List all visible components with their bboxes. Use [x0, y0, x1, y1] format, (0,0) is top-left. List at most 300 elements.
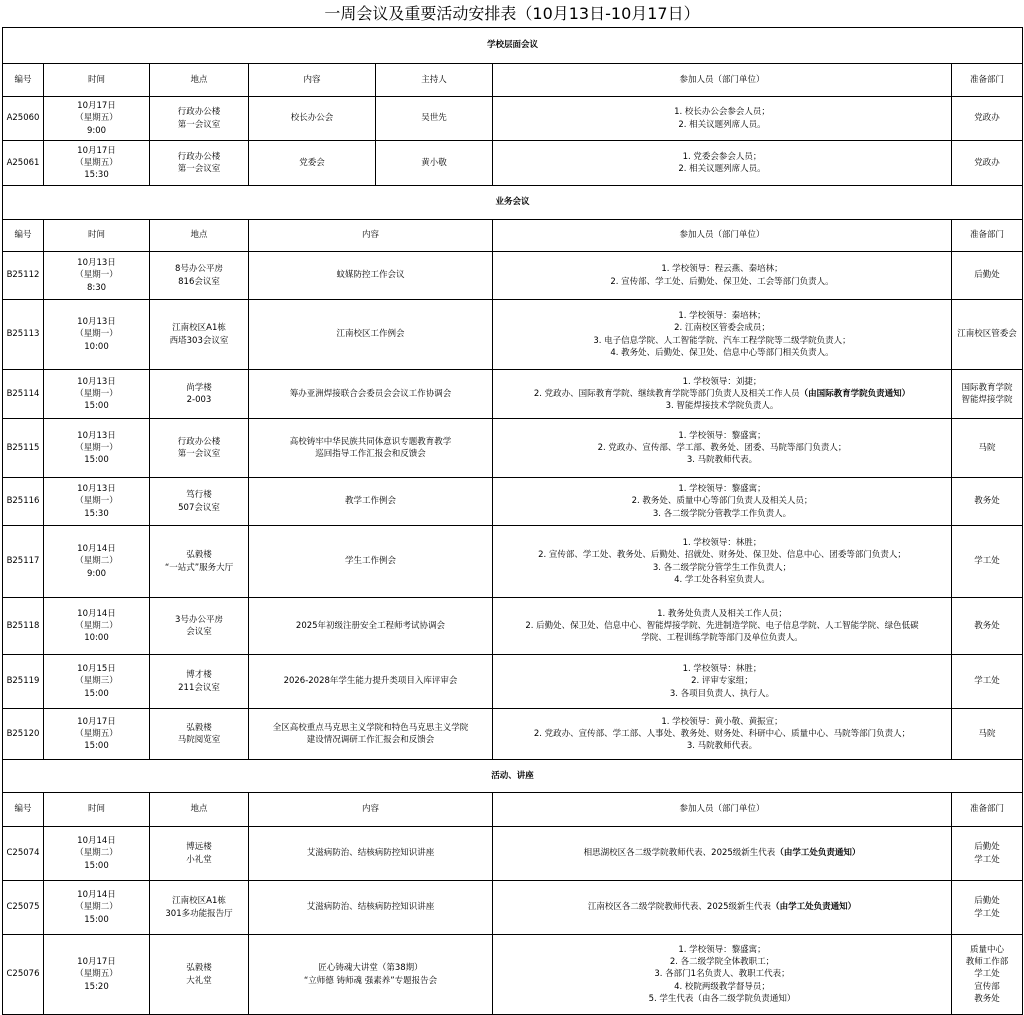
participant-text: 江南校区各二级学院教师代表、2025级新生代表: [587, 902, 772, 913]
participant-line: [495, 106, 949, 118]
meeting-time-line: 15:00: [84, 741, 109, 752]
participant-line: [495, 508, 949, 520]
meeting-id: A25061: [3, 141, 44, 186]
meeting-content-line: 教学工作例会: [344, 496, 396, 507]
participant-line: [495, 151, 949, 163]
table-row: [3, 598, 1023, 655]
participant-text: 4. 学工处各科室负责人。: [674, 574, 770, 585]
meeting-participants: [493, 935, 952, 1015]
meeting-host: 吴世先: [376, 97, 493, 141]
participant-text: 2. 相关议题列席人员。: [678, 119, 766, 130]
meeting-place-line: 江南校区A1栋: [172, 323, 226, 334]
meeting-place-line: 马院阅览室: [177, 735, 221, 745]
participant-line: [495, 608, 949, 620]
meeting-time-line: 10月14日: [77, 608, 116, 619]
table-row: [3, 478, 1023, 526]
meeting-time: [44, 827, 150, 881]
meeting-time-line: 10月14日: [77, 836, 116, 847]
meeting-time-line: 15:00: [84, 455, 109, 466]
participant-text: 2. 教务处、质量中心等部门负责人及相关人员；: [631, 496, 813, 507]
meeting-time-line: 10月13日: [77, 317, 116, 328]
meeting-participants: [493, 709, 952, 760]
participant-line: [495, 620, 949, 632]
prep-department: [952, 419, 1023, 478]
section-title-row: [3, 186, 1023, 220]
meeting-time-line: 10:00: [84, 341, 109, 352]
meeting-time-line: 10月13日: [77, 484, 116, 495]
table-row: [3, 709, 1023, 760]
prep-department-line: 后勤处: [974, 896, 1000, 907]
section-title: 业务会议: [3, 186, 1023, 220]
participant-text: 2. 相关议题列席人员。: [678, 164, 766, 174]
meeting-place-line: 行政办公楼: [177, 436, 221, 447]
participant-note: （由学工处负责通知）: [775, 848, 861, 859]
participant-line: [495, 688, 949, 700]
meeting-content: [249, 300, 493, 370]
prep-department-line: 后勤处: [974, 842, 1000, 853]
meeting-place: [150, 827, 249, 881]
meeting-place-line: “一站式”服务大厅: [164, 562, 234, 573]
column-header: 编号: [3, 64, 44, 97]
meeting-place-line: 2-003: [186, 395, 212, 405]
column-header: 地点: [150, 793, 249, 827]
meeting-time-line: 10月14日: [77, 890, 116, 901]
meeting-participants: [493, 655, 952, 709]
section-title-row: [3, 28, 1023, 64]
meeting-participants: [493, 252, 952, 300]
column-header: 参加人员（部门单位）: [493, 793, 952, 827]
meeting-time-line: （星期五）: [75, 728, 118, 739]
participant-line: [495, 454, 949, 466]
participant-text: 1. 学校领导：黄小敬、黄振宣；: [661, 716, 783, 727]
prep-department-line: 学工处: [974, 556, 1000, 567]
column-header: 时间: [44, 220, 150, 252]
participant-line: [495, 335, 949, 347]
meeting-content-line: 2025年初级注册安全工程师考试协调会: [295, 620, 446, 631]
participant-line: [495, 322, 949, 334]
meeting-time-line: 15:00: [84, 401, 109, 412]
meeting-content-line: 匠心铸魂大讲堂（第38期）: [318, 963, 423, 974]
meeting-place: [150, 478, 249, 526]
meeting-participants: [493, 881, 952, 935]
meeting-time-line: （星期一）: [75, 442, 118, 453]
column-header: 参加人员（部门单位）: [493, 64, 952, 97]
participant-line: [495, 495, 949, 507]
prep-department-line: 质量中心: [970, 944, 1005, 955]
meeting-time: [44, 141, 150, 186]
participant-text: 4. 校院两级教学督导员；: [674, 981, 770, 992]
table-row: [3, 655, 1023, 709]
meeting-time: [44, 655, 150, 709]
participant-text: 1. 学校领导：林胜；: [682, 664, 762, 675]
meeting-place-line: 816会议室: [178, 276, 220, 287]
participant-line: [495, 716, 949, 728]
participant-text: 1. 学校领导：黎盛寓；: [678, 944, 766, 955]
meeting-content: [249, 97, 376, 141]
participant-line: [495, 663, 949, 675]
table-row: [3, 141, 1023, 186]
prep-department: [952, 709, 1023, 760]
page-title: 一周会议及重要活动安排表（10月13日-10月17日）: [324, 4, 700, 23]
prep-department-line: 宣传部: [974, 981, 1000, 992]
column-header: 地点: [150, 220, 249, 252]
meeting-time: [44, 709, 150, 760]
meeting-content-line: 高校铸牢中华民族共同体意识专题教育教学: [289, 436, 452, 447]
table-row: [3, 252, 1023, 300]
participant-text: 3. 各部门1名负责人、教职工代表；: [654, 969, 790, 980]
meeting-time-line: 15:00: [84, 914, 109, 925]
participant-line: [495, 310, 949, 322]
prep-department-line: 江南校区管委会: [957, 329, 1017, 340]
meeting-id: B25117: [3, 526, 44, 598]
table-row: [3, 419, 1023, 478]
meeting-participants: [493, 478, 952, 526]
participant-text: 2. 党政办、宣传部、学工部、人事处、教务处、财务处、科研中心、质量中心、马院等部门负责人；: [533, 728, 911, 739]
prep-department-line: 学工处: [974, 676, 1000, 687]
column-header: 主持人: [376, 64, 493, 97]
meeting-time-line: 15:30: [84, 508, 109, 519]
meeting-time-line: 10月13日: [77, 376, 116, 387]
participant-line: [495, 574, 949, 586]
meeting-content: [249, 526, 493, 598]
meeting-place-line: 江南校区A1栋: [172, 896, 226, 907]
meeting-participants: [493, 300, 952, 370]
participant-line: [495, 388, 949, 400]
table-row: [3, 526, 1023, 598]
meeting-time-line: （星期一）: [75, 329, 118, 340]
prep-department: [952, 827, 1023, 881]
meeting-place: [150, 97, 249, 141]
participant-line: [495, 728, 949, 740]
meeting-content: [249, 478, 493, 526]
meeting-participants: [493, 370, 952, 419]
prep-department: [952, 526, 1023, 598]
participant-text: 3. 马院教师代表。: [686, 741, 758, 752]
participant-line: [495, 549, 949, 561]
meeting-id: B25114: [3, 370, 44, 419]
meeting-time-line: 10月14日: [77, 544, 116, 555]
participant-text: 2. 党政办、宣传部、学工部、教务处、团委、马院等部门负责人；: [597, 442, 847, 453]
meeting-time: [44, 300, 150, 370]
participant-text: 2. 宣传部、学工处、后勤处、保卫处、工会等部门负责人。: [610, 276, 834, 287]
meeting-place-line: 3号办公平房: [175, 614, 223, 625]
prep-department: [952, 141, 1023, 186]
participant-line: [495, 562, 949, 574]
meeting-place: [150, 881, 249, 935]
column-header-row: [3, 220, 1023, 252]
participant-text: 2. 宣传部、学工处、教务处、后勤处、招就处、财务处、保卫处、信息中心、团委等部门负责人；: [538, 550, 906, 561]
meeting-participants: [493, 141, 952, 186]
participant-line: [495, 537, 949, 549]
table-row: [3, 97, 1023, 141]
column-header: 编号: [3, 220, 44, 252]
meeting-content: [249, 598, 493, 655]
participant-text: 1. 学校领导：林胜；: [682, 538, 762, 549]
column-header: 编号: [3, 793, 44, 827]
table-row: [3, 881, 1023, 935]
meeting-content-line: 建设情况调研工作汇报会和反馈会: [306, 735, 435, 745]
participant-line: [495, 993, 949, 1005]
participant-text: 1. 学校领导：秦培林；: [678, 311, 766, 322]
participant-text: 2. 江南校区管委会成员；: [674, 323, 770, 334]
meeting-time-line: （星期二）: [75, 902, 118, 913]
meeting-place-line: 第一会议室: [177, 449, 221, 459]
meeting-content: [249, 709, 493, 760]
meeting-content-line: 蚊媒防控工作会议: [336, 270, 405, 281]
participant-line: [495, 263, 949, 275]
meeting-time-line: 10月17日: [77, 716, 116, 727]
meeting-participants: [493, 419, 952, 478]
meeting-participants: [493, 97, 952, 141]
participant-line: [495, 740, 949, 752]
participant-line: [495, 944, 949, 956]
meeting-time-line: 15:30: [84, 170, 109, 181]
meeting-time-line: 15:00: [84, 688, 109, 699]
meeting-id: C25076: [3, 935, 44, 1015]
meeting-content-line: 校长办公会: [290, 113, 334, 124]
prep-department: [952, 252, 1023, 300]
participant-line: [495, 981, 949, 993]
prep-department-line: 党政办: [974, 113, 1000, 124]
meeting-time: [44, 598, 150, 655]
participant-text: 3. 电子信息学院、人工智能学院、汽车工程学院等二级学院负责人；: [593, 335, 851, 346]
column-header: 内容: [249, 793, 493, 827]
meeting-time-line: 9:00: [86, 125, 107, 136]
participant-text: 1. 校长办公会参会人员；: [674, 107, 770, 118]
meeting-content-line: 巡回指导工作汇报会和反馈会: [315, 449, 426, 459]
prep-department-line: 国际教育学院: [961, 382, 1013, 393]
participant-text: 1. 学校领导：程云燕、秦培林；: [661, 264, 783, 275]
prep-department-line: 智能焊接学院: [961, 395, 1013, 405]
participant-line: [495, 956, 949, 968]
prep-department-line: 教务处: [974, 993, 1000, 1004]
meeting-content-line: 艾滋病防治、结核病防控知识讲座: [306, 848, 435, 859]
prep-department-line: 学工处: [974, 908, 1000, 919]
prep-department-line: 党政办: [974, 157, 1000, 168]
meeting-place-line: 弘毅楼: [186, 550, 212, 561]
column-header: 时间: [44, 793, 150, 827]
meeting-content-line: 艾滋病防治、结核病防控知识讲座: [306, 902, 435, 913]
participant-line: [495, 968, 949, 980]
prep-department: [952, 300, 1023, 370]
table-row: [3, 935, 1023, 1015]
meeting-id: B25112: [3, 252, 44, 300]
meeting-time-line: 10月13日: [77, 430, 116, 441]
meeting-place-line: 8号办公平房: [175, 264, 223, 275]
participant-text: 1. 学校领导：黎盛寓；: [678, 484, 766, 495]
meeting-content: [249, 370, 493, 419]
participant-text: 4. 教务处、后勤处、保卫处、信息中心等部门相关负责人。: [610, 347, 834, 358]
meeting-time: [44, 526, 150, 598]
meeting-time-line: （星期三）: [75, 676, 118, 687]
meeting-time-line: （星期五）: [75, 157, 118, 168]
participant-line: [495, 400, 949, 412]
meeting-id: C25075: [3, 881, 44, 935]
meeting-content-line: 全区高校重点马克思主义学院和特色马克思主义学院: [272, 722, 469, 733]
meeting-participants: [493, 526, 952, 598]
meeting-id: B25120: [3, 709, 44, 760]
meeting-time-line: （星期五）: [75, 113, 118, 124]
column-header: 时间: [44, 64, 150, 97]
meeting-time: [44, 881, 150, 935]
meeting-place-line: 会议室: [186, 627, 212, 637]
participant-text: 学院、工程训练学院等部门及单位负责人。: [641, 633, 803, 644]
column-header-row: [3, 64, 1023, 97]
table-row: [3, 370, 1023, 419]
meeting-place-line: 第一会议室: [177, 119, 221, 130]
column-header-row: [3, 793, 1023, 827]
meeting-place-line: 尚学楼: [186, 382, 212, 393]
participant-line: [495, 901, 949, 913]
participant-line: [495, 442, 949, 454]
meeting-place: [150, 370, 249, 419]
prep-department-line: 学工处: [974, 969, 1000, 980]
meeting-content-line: 筹办亚洲焊接联合会委员会会议工作协调会: [289, 388, 452, 399]
section-title-row: [3, 760, 1023, 793]
column-header: 准备部门: [952, 64, 1023, 97]
meeting-time-line: （星期一）: [75, 496, 118, 507]
meeting-id: B25116: [3, 478, 44, 526]
meeting-time-line: 10月17日: [77, 145, 116, 156]
column-header: 内容: [249, 220, 493, 252]
column-header: 准备部门: [952, 793, 1023, 827]
participant-line: [495, 163, 949, 175]
meeting-place: [150, 655, 249, 709]
meeting-place-line: 301多功能报告厅: [165, 908, 233, 919]
participant-line: [495, 483, 949, 495]
prep-department-line: 马院: [978, 442, 996, 453]
participant-text: 3. 各二级学院分管教学工作负责人。: [652, 508, 792, 519]
participant-text: 1. 学校领导：刘捷；: [682, 376, 762, 387]
meeting-content-line: 江南校区工作例会: [336, 329, 405, 340]
meeting-content: [249, 655, 493, 709]
meeting-time-line: 10月17日: [77, 957, 116, 968]
participant-text: 1. 学校领导：黎盛寓；: [678, 430, 766, 441]
participant-text: 3. 各项目负责人、执行人。: [669, 688, 775, 699]
participant-line: [495, 276, 949, 288]
prep-department-line: 教师工作部: [965, 957, 1009, 968]
prep-department: [952, 935, 1023, 1015]
meeting-participants: [493, 598, 952, 655]
table-row: [3, 827, 1023, 881]
meeting-place: [150, 252, 249, 300]
participant-text: 1. 教务处负责人及相关工作人员；: [657, 608, 787, 619]
meeting-place-line: 第一会议室: [177, 164, 221, 174]
participant-line: [495, 347, 949, 359]
participant-text: 相思湖校区各二级学院教师代表、2025级新生代表: [583, 848, 776, 859]
prep-department-line: 马院: [978, 728, 996, 739]
meeting-place-line: 博才楼: [186, 670, 212, 681]
column-header: 准备部门: [952, 220, 1023, 252]
participant-text: 2. 各二级学院全体教职工；: [669, 957, 775, 968]
meeting-place-line: 西塔303会议室: [169, 335, 229, 346]
meeting-id: A25060: [3, 97, 44, 141]
meeting-time-line: （星期二）: [75, 620, 118, 631]
meeting-place: [150, 935, 249, 1015]
meeting-time-line: 10:00: [84, 633, 109, 644]
meeting-participants: [493, 827, 952, 881]
meeting-id: B25113: [3, 300, 44, 370]
meeting-place-line: 笃行楼: [186, 490, 212, 501]
meeting-content: [249, 881, 493, 935]
participant-line: [495, 675, 949, 687]
meeting-place: [150, 300, 249, 370]
participant-line: [495, 430, 949, 442]
meeting-place: [150, 526, 249, 598]
prep-department: [952, 598, 1023, 655]
meeting-place-line: 小礼堂: [186, 854, 212, 865]
column-header: 地点: [150, 64, 249, 97]
prep-department: [952, 655, 1023, 709]
participant-text: 3. 马院教师代表。: [686, 455, 758, 466]
meeting-place-line: 行政办公楼: [177, 151, 221, 162]
meeting-id: B25118: [3, 598, 44, 655]
meeting-place: [150, 709, 249, 760]
column-header: 参加人员（部门单位）: [493, 220, 952, 252]
meeting-place-line: 弘毅楼: [186, 963, 212, 974]
meeting-time: [44, 419, 150, 478]
meeting-content-line: 党委会: [299, 157, 325, 168]
prep-department-line: 学工处: [974, 854, 1000, 865]
meeting-time-line: 8:30: [86, 282, 107, 293]
prep-department: [952, 478, 1023, 526]
participant-text: 2. 后勤处、保卫处、信息中心、智能焊接学院、先进制造学院、电子信息学院、人工智能学院、绿色低碳: [525, 620, 919, 631]
meeting-time-line: （星期一）: [75, 388, 118, 399]
participant-text: 2. 党政办、国际教育学院、继续教育学院等部门负责人及相关工作人员: [533, 388, 800, 399]
meeting-content: [249, 827, 493, 881]
prep-department: [952, 97, 1023, 141]
prep-department-line: 教务处: [974, 496, 1000, 507]
meeting-time: [44, 935, 150, 1015]
meeting-place-line: 博远楼: [186, 842, 212, 853]
meeting-place: [150, 141, 249, 186]
meeting-content: [249, 141, 376, 186]
meeting-time-line: 15:00: [84, 860, 109, 871]
participant-note: （由国际教育学院负责通知）: [799, 388, 911, 399]
meeting-content-line: “立师德 铸师魂 强素养”专题报告会: [303, 975, 438, 986]
participant-text: 3. 智能焊接技术学院负责人。: [665, 401, 779, 412]
prep-department-line: 后勤处: [974, 270, 1000, 281]
participant-line: [495, 632, 949, 644]
meeting-content: [249, 252, 493, 300]
meeting-time-line: （星期五）: [75, 969, 118, 980]
meeting-id: B25119: [3, 655, 44, 709]
meeting-id: C25074: [3, 827, 44, 881]
participant-line: [495, 847, 949, 859]
meeting-time: [44, 370, 150, 419]
meeting-time-line: （星期二）: [75, 848, 118, 859]
meeting-place-line: 行政办公楼: [177, 107, 221, 118]
meeting-time-line: （星期二）: [75, 556, 118, 567]
meeting-host: 黄小敬: [376, 141, 493, 186]
meeting-id: B25115: [3, 419, 44, 478]
meeting-time-line: 10月17日: [77, 101, 116, 112]
participant-text: 1. 党委会参会人员；: [682, 151, 762, 162]
meeting-time-line: 10月13日: [77, 258, 116, 269]
meeting-time-line: （星期一）: [75, 270, 118, 281]
meeting-time-line: 10月15日: [77, 664, 116, 675]
participant-line: [495, 376, 949, 388]
meeting-content: [249, 419, 493, 478]
meeting-time-line: 9:00: [86, 568, 107, 579]
meeting-content-line: 学生工作例会: [344, 556, 396, 567]
meeting-content-line: 2026-2028年学生能力提升类项目入库评审会: [283, 676, 458, 687]
meeting-place: [150, 598, 249, 655]
prep-department-line: 教务处: [974, 620, 1000, 631]
participant-note: （由学工处负责通知）: [771, 902, 857, 913]
prep-department: [952, 370, 1023, 419]
meeting-time: [44, 252, 150, 300]
